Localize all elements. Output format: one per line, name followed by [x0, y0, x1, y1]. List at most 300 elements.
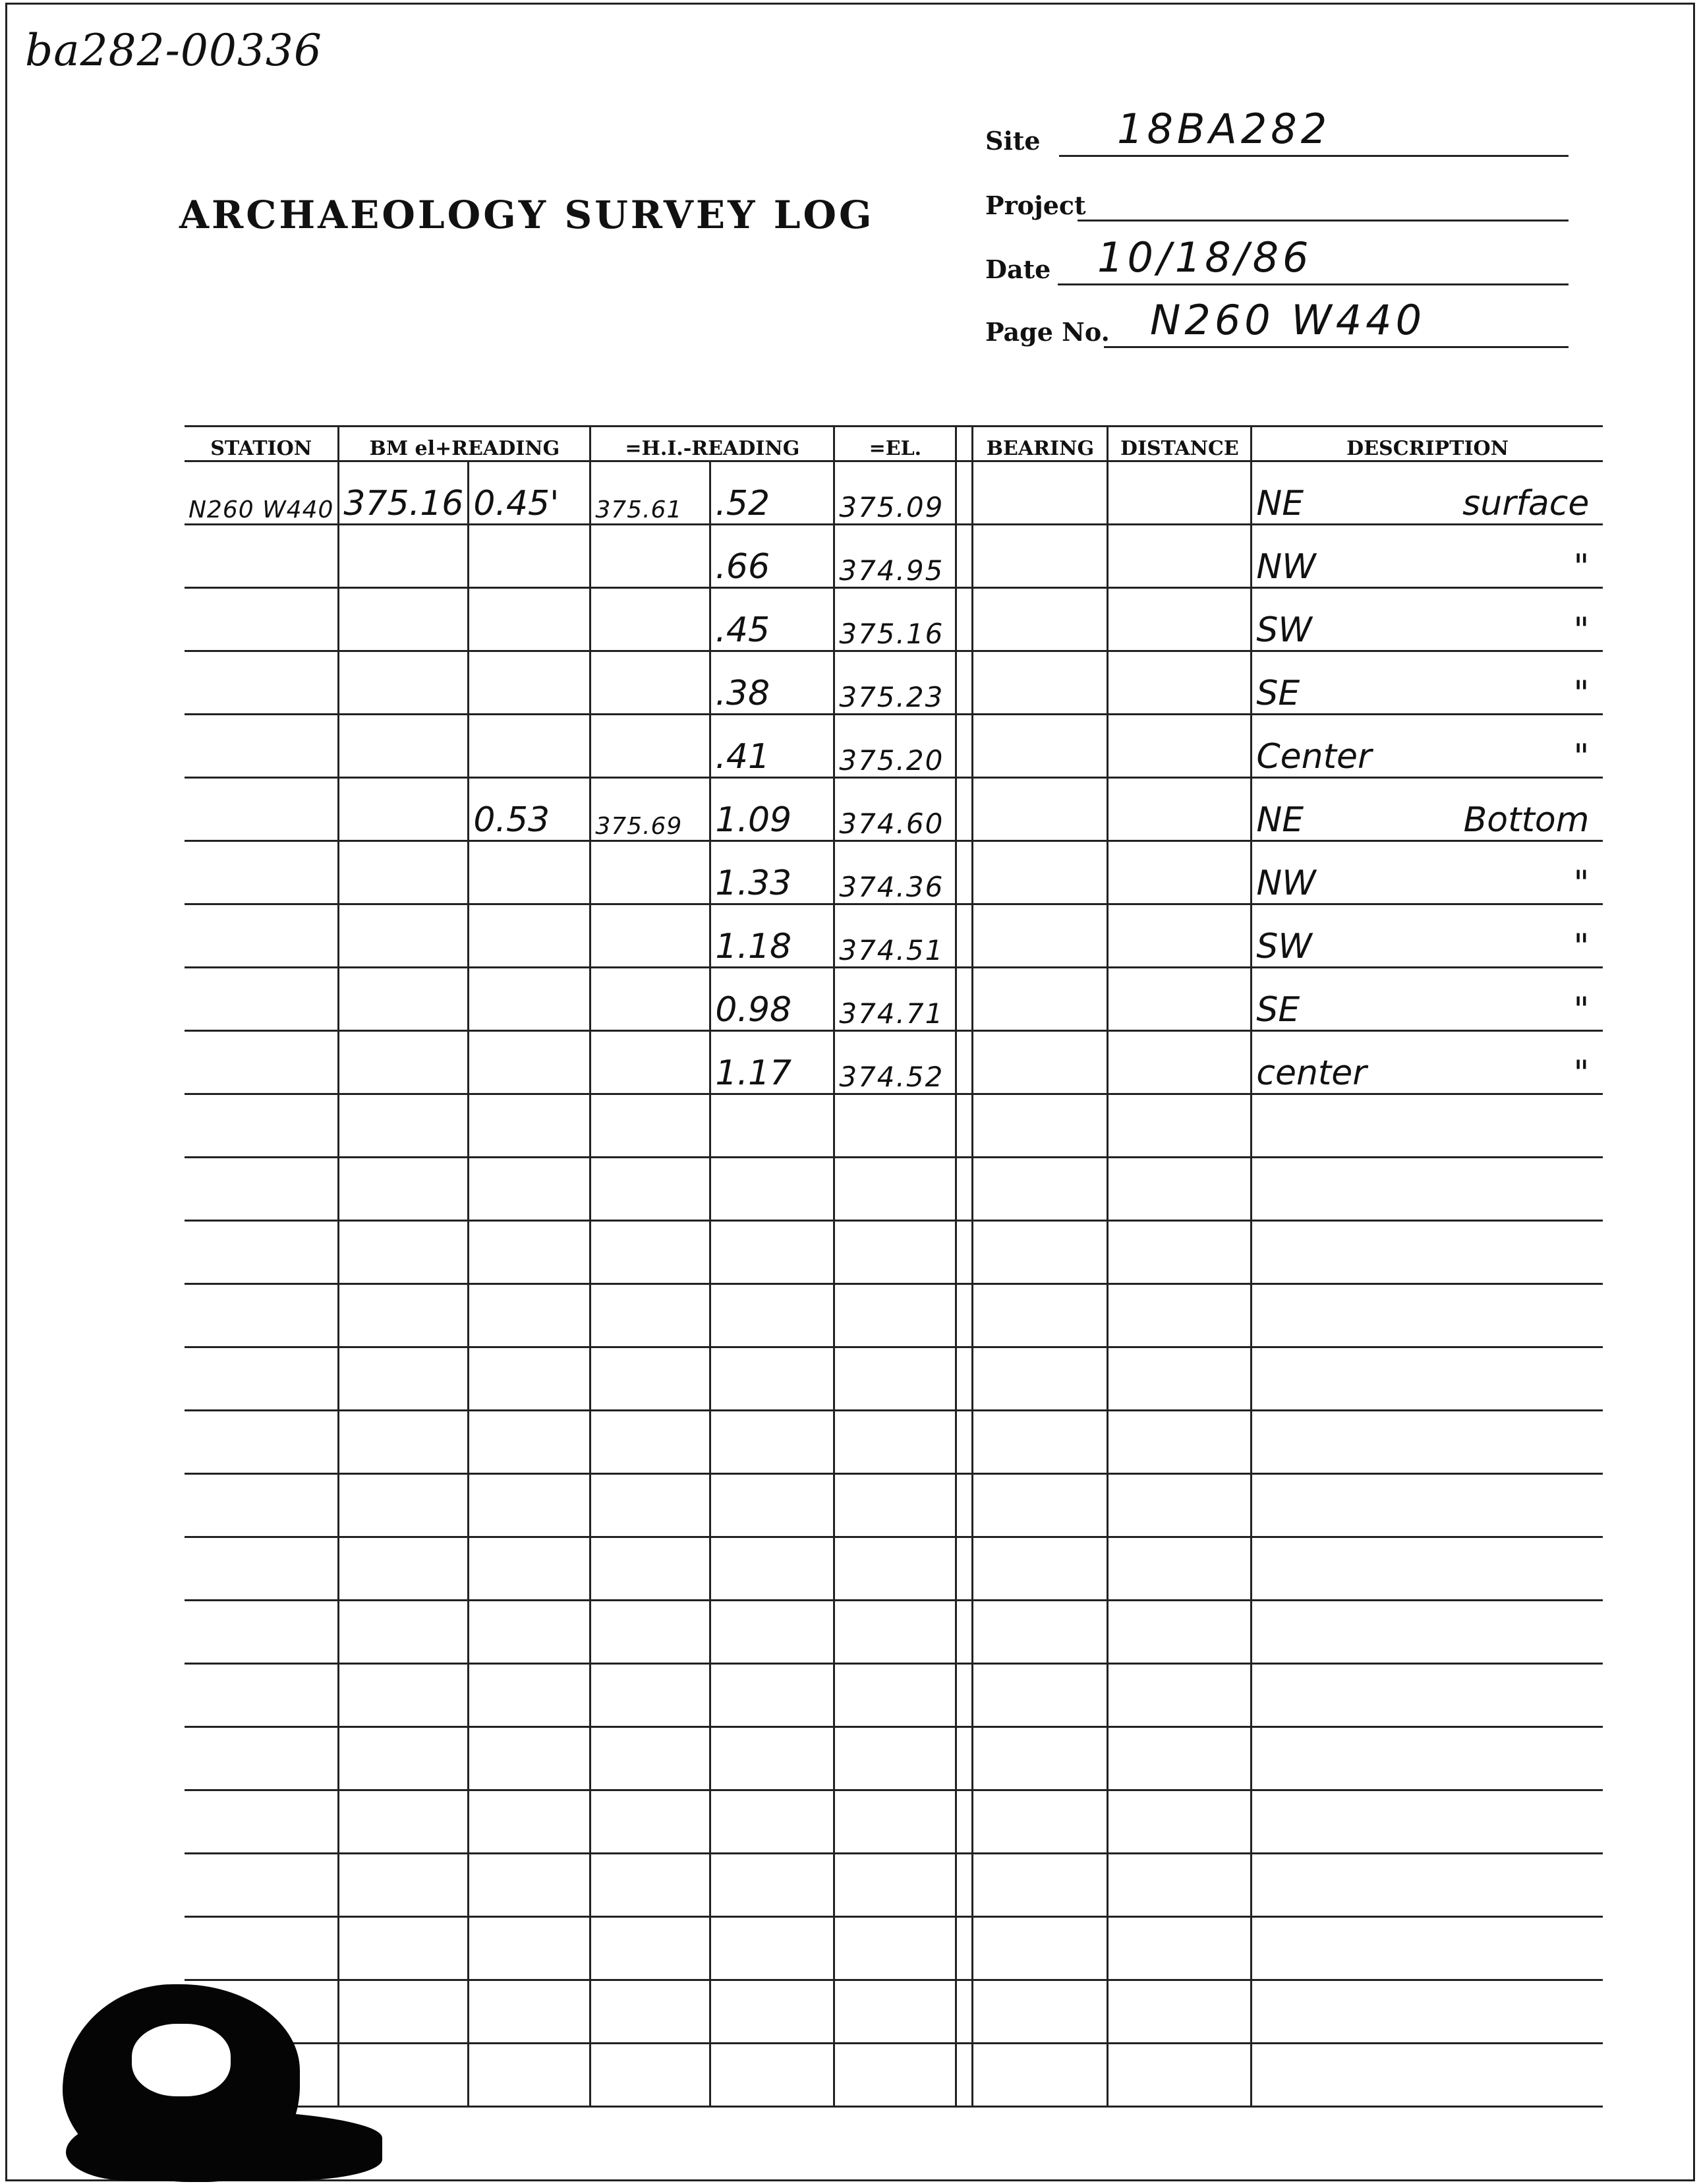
- cell-bm-el: [339, 1474, 469, 1537]
- cell-hi-reading: 1.09: [710, 778, 834, 841]
- cell-distance: [1108, 1094, 1252, 1158]
- ink-stain-hole: [132, 2024, 231, 2096]
- header-description: DESCRIPTION: [1252, 427, 1603, 461]
- cell-distance: [1108, 778, 1252, 841]
- cell-hi-reading: .41: [710, 715, 834, 778]
- cell-distance: [1108, 1411, 1252, 1474]
- site-label: Site: [985, 126, 1041, 156]
- cell-bm-el: [339, 1917, 469, 1980]
- cell-bm-reading: [469, 1031, 590, 1094]
- cell-bearing: [973, 904, 1108, 968]
- cell-hi: [590, 1601, 710, 1664]
- cell-bearing: [973, 1980, 1108, 2044]
- description-location: SE: [1256, 674, 1300, 713]
- table-row: [185, 1031, 1603, 1094]
- survey-log-table: [185, 425, 1603, 2108]
- cell-separator: [956, 1854, 973, 1917]
- cell-el: [834, 1790, 956, 1854]
- cell-hi: [590, 715, 710, 778]
- cell-hi-reading: [710, 1854, 834, 1917]
- table-row: [185, 715, 1603, 778]
- cell-separator: [956, 1474, 973, 1537]
- cell-bm-el: [339, 968, 469, 1031]
- cell-station: [185, 841, 339, 904]
- cell-hi: [590, 1854, 710, 1917]
- table-row: [185, 1094, 1603, 1158]
- table-row: [185, 1854, 1603, 1917]
- cell-bm-reading: 0.45': [469, 461, 590, 525]
- cell-distance: [1108, 841, 1252, 904]
- cell-bm-el: [339, 1221, 469, 1284]
- table-row: [185, 461, 1603, 525]
- site-value: 18BA282: [1117, 105, 1331, 153]
- cell-hi: [590, 1031, 710, 1094]
- table-row: [185, 588, 1603, 651]
- cell-bm-el: [339, 1664, 469, 1727]
- date-label: Date: [985, 254, 1051, 284]
- cell-distance: [1108, 525, 1252, 588]
- cell-station: [185, 1537, 339, 1601]
- cell-bm-reading: [469, 1664, 590, 1727]
- cell-station: [185, 1664, 339, 1727]
- cell-hi-reading: [710, 1537, 834, 1601]
- cell-distance: [1108, 1221, 1252, 1284]
- cell-distance: [1108, 1854, 1252, 1917]
- cell-hi: [590, 1980, 710, 2044]
- document-id: ba282-00336: [25, 25, 322, 76]
- cell-bearing: [973, 778, 1108, 841]
- cell-el: 374.51: [834, 904, 956, 968]
- table-row: [185, 1917, 1603, 1980]
- cell-description: [1252, 841, 1603, 904]
- project-field: [985, 177, 1569, 229]
- cell-separator: [956, 1727, 973, 1790]
- description-note: ": [1573, 674, 1590, 713]
- cell-description: [1252, 904, 1603, 968]
- cell-hi: [590, 651, 710, 715]
- cell-hi-reading: 0.98: [710, 968, 834, 1031]
- cell-separator: [956, 1664, 973, 1727]
- cell-station: [185, 1917, 339, 1980]
- cell-el: 375.09: [834, 461, 956, 525]
- cell-bm-reading: [469, 1094, 590, 1158]
- cell-separator: [956, 968, 973, 1031]
- cell-hi: [590, 1537, 710, 1601]
- cell-hi: [590, 2044, 710, 2107]
- cell-distance: [1108, 1917, 1252, 1980]
- cell-station: [185, 904, 339, 968]
- cell-station: [185, 1031, 339, 1094]
- ink-stain-lower: [66, 2110, 382, 2181]
- cell-hi: [590, 1790, 710, 1854]
- cell-description: [1252, 525, 1603, 588]
- cell-bearing: [973, 651, 1108, 715]
- cell-description: [1252, 461, 1603, 525]
- description-location: NE: [1256, 800, 1304, 840]
- cell-el: [834, 1474, 956, 1537]
- cell-hi: [590, 1158, 710, 1221]
- description-location: center: [1256, 1053, 1367, 1093]
- cell-description: [1252, 1664, 1603, 1727]
- date-field: [985, 233, 1569, 293]
- cell-bm-reading: [469, 588, 590, 651]
- cell-bm-el: [339, 1601, 469, 1664]
- cell-description: [1252, 1727, 1603, 1790]
- cell-station: [185, 1727, 339, 1790]
- page-no-line: [1104, 346, 1569, 348]
- cell-separator: [956, 1537, 973, 1601]
- description-note: surface: [1462, 484, 1590, 523]
- cell-hi-reading: .45: [710, 588, 834, 651]
- cell-description: [1252, 778, 1603, 841]
- cell-bm-reading: [469, 1854, 590, 1917]
- cell-station: [185, 525, 339, 588]
- table-row: [185, 1727, 1603, 1790]
- cell-bm-reading: [469, 968, 590, 1031]
- cell-distance: [1108, 1474, 1252, 1537]
- cell-el: 374.60: [834, 778, 956, 841]
- cell-station: [185, 1854, 339, 1917]
- cell-station: [185, 1284, 339, 1347]
- project-label: Project: [985, 191, 1086, 220]
- cell-separator: [956, 1284, 973, 1347]
- cell-description: [1252, 1790, 1603, 1854]
- cell-distance: [1108, 1980, 1252, 2044]
- cell-bm-el: [339, 1727, 469, 1790]
- cell-el: [834, 1601, 956, 1664]
- cell-hi: [590, 1347, 710, 1411]
- cell-hi-reading: .52: [710, 461, 834, 525]
- cell-distance: [1108, 1601, 1252, 1664]
- cell-el: 374.52: [834, 1031, 956, 1094]
- cell-bm-el: [339, 1347, 469, 1411]
- cell-el: [834, 1917, 956, 1980]
- table-row: [185, 1411, 1603, 1474]
- cell-bearing: [973, 1664, 1108, 1727]
- description-note: ": [1573, 737, 1590, 777]
- header-station: STATION: [185, 427, 339, 461]
- description-location: NW: [1256, 547, 1316, 587]
- cell-bm-el: [339, 1790, 469, 1854]
- cell-el: [834, 1980, 956, 2044]
- cell-bm-el: [339, 715, 469, 778]
- cell-hi-reading: [710, 1790, 834, 1854]
- table-row: [185, 968, 1603, 1031]
- cell-hi-reading: .38: [710, 651, 834, 715]
- cell-hi: [590, 1221, 710, 1284]
- cell-station: [185, 715, 339, 778]
- cell-el: 375.23: [834, 651, 956, 715]
- table-row: [185, 904, 1603, 968]
- cell-bm-reading: [469, 1411, 590, 1474]
- cell-distance: [1108, 1790, 1252, 1854]
- header-distance: DISTANCE: [1108, 427, 1252, 461]
- cell-station: [185, 778, 339, 841]
- cell-bm-reading: [469, 1790, 590, 1854]
- page-no-value: N260 W440: [1150, 296, 1426, 344]
- cell-bearing: [973, 1411, 1108, 1474]
- cell-separator: [956, 904, 973, 968]
- cell-station: [185, 1790, 339, 1854]
- cell-el: [834, 1664, 956, 1727]
- cell-distance: [1108, 1347, 1252, 1411]
- cell-bm-el: [339, 525, 469, 588]
- description-location: NW: [1256, 864, 1316, 903]
- cell-separator: [956, 715, 973, 778]
- cell-bm-reading: [469, 1158, 590, 1221]
- description-note: ": [1573, 1053, 1590, 1093]
- table-row: [185, 1537, 1603, 1601]
- cell-bm-reading: [469, 1537, 590, 1601]
- cell-el: [834, 1727, 956, 1790]
- cell-bm-reading: [469, 1980, 590, 2044]
- cell-distance: [1108, 651, 1252, 715]
- cell-bearing: [973, 1031, 1108, 1094]
- cell-station: [185, 1094, 339, 1158]
- cell-bearing: [973, 1284, 1108, 1347]
- table-row: [185, 1790, 1603, 1854]
- cell-separator: [956, 525, 973, 588]
- cell-description: [1252, 1347, 1603, 1411]
- table-row: [185, 1221, 1603, 1284]
- cell-el: [834, 1094, 956, 1158]
- table-row: [185, 1158, 1603, 1221]
- cell-description: [1252, 2044, 1603, 2107]
- cell-bm-el: [339, 651, 469, 715]
- cell-el: [834, 2044, 956, 2107]
- cell-el: 375.20: [834, 715, 956, 778]
- page-no-field: [985, 296, 1569, 356]
- cell-description: [1252, 588, 1603, 651]
- cell-bm-el: [339, 1537, 469, 1601]
- cell-distance: [1108, 1537, 1252, 1601]
- description-location: SE: [1256, 990, 1300, 1030]
- cell-separator: [956, 1601, 973, 1664]
- cell-hi: [590, 1411, 710, 1474]
- cell-separator: [956, 841, 973, 904]
- cell-description: [1252, 1158, 1603, 1221]
- cell-separator: [956, 461, 973, 525]
- date-line: [1058, 283, 1569, 285]
- table-row: [185, 1284, 1603, 1347]
- cell-distance: [1108, 1727, 1252, 1790]
- cell-bm-el: [339, 1854, 469, 1917]
- cell-separator: [956, 2044, 973, 2107]
- cell-hi: [590, 904, 710, 968]
- cell-bearing: [973, 1347, 1108, 1411]
- cell-bm-reading: [469, 525, 590, 588]
- cell-separator: [956, 1221, 973, 1284]
- cell-description: [1252, 1980, 1603, 2044]
- cell-station: [185, 588, 339, 651]
- table-body: [185, 461, 1603, 2107]
- cell-bearing: [973, 1474, 1108, 1537]
- cell-separator: [956, 1347, 973, 1411]
- cell-hi-reading: [710, 2044, 834, 2107]
- description-note: ": [1573, 990, 1590, 1030]
- cell-el: [834, 1411, 956, 1474]
- cell-hi: [590, 1727, 710, 1790]
- cell-bm-el: [339, 841, 469, 904]
- cell-separator: [956, 1158, 973, 1221]
- cell-bearing: [973, 1917, 1108, 1980]
- cell-hi: [590, 1094, 710, 1158]
- cell-description: [1252, 1601, 1603, 1664]
- cell-distance: [1108, 968, 1252, 1031]
- cell-bearing: [973, 1094, 1108, 1158]
- cell-el: [834, 1537, 956, 1601]
- cell-hi: [590, 525, 710, 588]
- cell-hi-reading: [710, 1158, 834, 1221]
- date-value: 10/18/86: [1097, 233, 1313, 281]
- cell-distance: [1108, 1664, 1252, 1727]
- cell-hi-reading: [710, 1094, 834, 1158]
- cell-bearing: [973, 1854, 1108, 1917]
- cell-bm-reading: [469, 841, 590, 904]
- cell-description: [1252, 1537, 1603, 1601]
- cell-station: [185, 1158, 339, 1221]
- description-note: ": [1573, 547, 1590, 587]
- cell-station: [185, 1601, 339, 1664]
- site-field: [985, 105, 1569, 165]
- table-row: [185, 2044, 1603, 2107]
- cell-separator: [956, 778, 973, 841]
- table-row: [185, 778, 1603, 841]
- cell-station: [185, 1474, 339, 1537]
- cell-bearing: [973, 1790, 1108, 1854]
- cell-hi: [590, 1664, 710, 1727]
- cell-station: N260 W440: [185, 461, 339, 525]
- cell-bearing: [973, 1727, 1108, 1790]
- cell-hi-reading: 1.33: [710, 841, 834, 904]
- header-el: =EL.: [834, 427, 956, 461]
- cell-bm-el: [339, 1031, 469, 1094]
- cell-distance: [1108, 1158, 1252, 1221]
- cell-station: [185, 1347, 339, 1411]
- cell-bm-el: [339, 1284, 469, 1347]
- cell-hi-reading: [710, 1727, 834, 1790]
- cell-distance: [1108, 588, 1252, 651]
- description-note: ": [1573, 864, 1590, 903]
- cell-el: [834, 1854, 956, 1917]
- description-note: ": [1573, 927, 1590, 966]
- cell-hi: [590, 968, 710, 1031]
- cell-distance: [1108, 461, 1252, 525]
- cell-bm-el: [339, 904, 469, 968]
- cell-separator: [956, 1917, 973, 1980]
- description-location: Center: [1256, 737, 1372, 777]
- cell-hi: [590, 1474, 710, 1537]
- cell-el: [834, 1284, 956, 1347]
- cell-bm-el: [339, 778, 469, 841]
- cell-hi: [590, 588, 710, 651]
- cell-hi-reading: [710, 1347, 834, 1411]
- cell-description: [1252, 1031, 1603, 1094]
- cell-separator: [956, 588, 973, 651]
- cell-description: [1252, 1854, 1603, 1917]
- header-hi-reading: =H.I.-READING: [590, 427, 834, 461]
- cell-bm-reading: [469, 1284, 590, 1347]
- cell-bm-reading: [469, 1917, 590, 1980]
- page-no-label: Page No.: [985, 317, 1110, 347]
- cell-bearing: [973, 1601, 1108, 1664]
- cell-hi-reading: .66: [710, 525, 834, 588]
- description-note: Bottom: [1463, 800, 1590, 840]
- page-title: ARCHAEOLOGY SURVEY LOG: [179, 192, 875, 237]
- description-note: ": [1573, 610, 1590, 650]
- cell-bearing: [973, 841, 1108, 904]
- cell-bearing: [973, 2044, 1108, 2107]
- cell-distance: [1108, 1031, 1252, 1094]
- cell-separator: [956, 1980, 973, 2044]
- cell-el: 374.95: [834, 525, 956, 588]
- cell-distance: [1108, 715, 1252, 778]
- cell-description: [1252, 651, 1603, 715]
- cell-description: [1252, 968, 1603, 1031]
- header-bearing: BEARING: [973, 427, 1108, 461]
- cell-separator: [956, 1790, 973, 1854]
- site-line: [1059, 155, 1569, 157]
- cell-hi-reading: [710, 1284, 834, 1347]
- cell-description: [1252, 1411, 1603, 1474]
- cell-separator: [956, 1411, 973, 1474]
- cell-distance: [1108, 1284, 1252, 1347]
- table-row: [185, 1980, 1603, 2044]
- cell-bm-el: [339, 1158, 469, 1221]
- header-bm-reading: BM el+READING: [339, 427, 590, 461]
- table-header-row: [185, 427, 1603, 461]
- cell-station: [185, 968, 339, 1031]
- cell-hi-reading: [710, 1411, 834, 1474]
- cell-el: [834, 1347, 956, 1411]
- cell-hi-reading: 1.17: [710, 1031, 834, 1094]
- cell-bm-reading: 0.53: [469, 778, 590, 841]
- description-location: SW: [1256, 610, 1312, 650]
- cell-hi-reading: [710, 1917, 834, 1980]
- cell-bm-reading: [469, 1221, 590, 1284]
- project-line: [1078, 220, 1569, 221]
- cell-description: [1252, 715, 1603, 778]
- cell-hi-reading: 1.18: [710, 904, 834, 968]
- cell-el: 374.71: [834, 968, 956, 1031]
- cell-bm-reading: [469, 1601, 590, 1664]
- cell-bm-el: [339, 1094, 469, 1158]
- table-row: [185, 1601, 1603, 1664]
- cell-el: 375.16: [834, 588, 956, 651]
- cell-separator: [956, 1031, 973, 1094]
- cell-hi: [590, 1917, 710, 1980]
- cell-el: [834, 1221, 956, 1284]
- cell-bm-el: [339, 2044, 469, 2107]
- cell-description: [1252, 1094, 1603, 1158]
- cell-hi: [590, 841, 710, 904]
- cell-hi-reading: [710, 1980, 834, 2044]
- cell-hi: 375.61: [590, 461, 710, 525]
- cell-bm-reading: [469, 2044, 590, 2107]
- cell-bm-reading: [469, 715, 590, 778]
- cell-bearing: [973, 1537, 1108, 1601]
- table-row: [185, 651, 1603, 715]
- cell-distance: [1108, 2044, 1252, 2107]
- description-location: SW: [1256, 927, 1312, 966]
- cell-bm-reading: [469, 1474, 590, 1537]
- cell-bm-reading: [469, 1727, 590, 1790]
- cell-el: 374.36: [834, 841, 956, 904]
- cell-separator: [956, 1094, 973, 1158]
- description-location: NE: [1256, 484, 1304, 523]
- cell-station: [185, 651, 339, 715]
- cell-station: [185, 1411, 339, 1474]
